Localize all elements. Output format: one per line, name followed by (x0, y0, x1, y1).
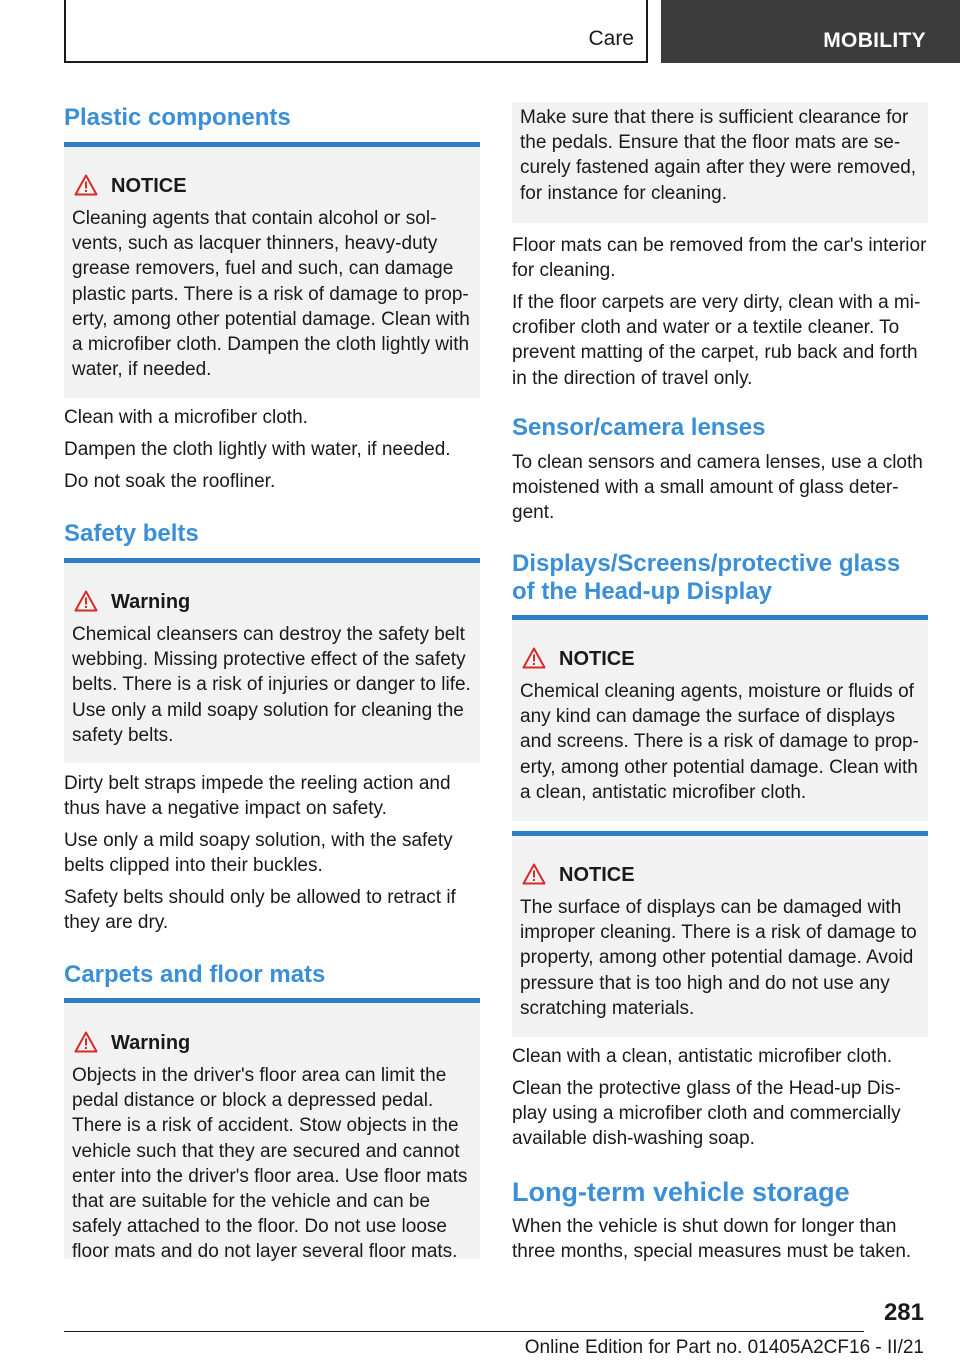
warning-label: Warning (111, 591, 191, 613)
paragraph: Dampen the cloth lightly with water, if needed. (64, 439, 451, 460)
paragraph: Use only a mild soapy solution, with the safety belts clipped into their buckles. (64, 830, 453, 877)
notice-box-plastic (64, 142, 480, 398)
warning-box-safety-belts (64, 558, 480, 763)
paragraph: Dirty belt straps impede the reeling action and thus have a negative impact on safety. (64, 773, 451, 820)
warning-text: Chemical cleansers can destroy the safety belt webbing. Missing protective effect of the safety belts. There is a risk of injuries or danger to life. Use only a mild soapy solution for cleaning the safety belts. (72, 624, 471, 746)
header-section-box (64, 0, 648, 63)
warning-triangle-icon (522, 863, 546, 885)
paragraph: Floor mats can be removed from the car's interior for cleaning. (512, 235, 927, 282)
heading-displays-screens: Displays/Screens/protective glass of the Head-up Display (512, 550, 901, 605)
warning-box-carpets-continued (512, 102, 928, 223)
paragraph: To clean sensors and camera lenses, use a cloth moistened with a small amount of glass detergent. (512, 452, 923, 524)
notice-text: The surface of displays can be damaged with improper cleaning. There is a risk of damage to property, among other potential damage. Avoid pressure that is too high and do not use any scratching materials. (520, 897, 917, 1019)
notice-text: Chemical cleaning agents, moisture or fluids of any kind can damage the surface of displays and screens. There is a risk of damage to property, among other potential damage. Clean with a clean, antistatic microfiber cloth. (520, 681, 919, 803)
notice-text: Cleaning agents that contain alcohol or solvents, such as lacquer thinners, heavy-duty grease removers, fuel and such, can damage plastic parts. There is a risk of damage to property, among other potential damage. Clean with a microfiber cloth. Dampen the cloth lightly with water, if needed. (72, 208, 470, 381)
header-chapter-title: MOBILITY (823, 29, 926, 52)
notice-box-displays-1 (512, 615, 928, 821)
notice-label: NOTICE (559, 648, 635, 670)
paragraph: Safety belts should only be allowed to retract if they are dry. (64, 887, 456, 934)
paragraph: Do not soak the roofliner. (64, 471, 276, 492)
warning-triangle-icon (74, 1031, 98, 1053)
heading-plastic-components: Plastic components (64, 104, 291, 131)
heading-carpets-floor-mats: Carpets and floor mats (64, 961, 326, 988)
footer-divider (64, 1331, 864, 1332)
heading-long-term-storage: Long-term vehicle storage (512, 1177, 850, 1207)
header-chapter-tab (661, 0, 960, 63)
paragraph: Clean the protective glass of the Head-up Display using a microfiber cloth and commercially available dish-washing soap. (512, 1078, 901, 1150)
warning-box-carpets (64, 998, 480, 1263)
heading-sensor-camera-lenses: Sensor/camera lenses (512, 414, 766, 441)
footer-edition: Online Edition for Part no. 01405A2CF16 - II/21 (524, 1337, 924, 1358)
page-number: 281 (883, 1299, 924, 1326)
warning-text: Objects in the driver's floor area can limit the pedal distance or block a depressed pedal. There is a risk of accident. Stow objects in the vehicle such that they are secured and cannot enter into the driver's floor area. Use floor mats that are suitable for the vehicle and can be safely attached to the floor. Do not use loose floor mats and do not layer several floor mats. (72, 1065, 468, 1263)
header-section-title: Care (588, 27, 634, 50)
notice-label: NOTICE (559, 864, 635, 886)
warning-text: Make sure that there is sufficient clearance for the pedals. Ensure that the floor mats are securely fastened again after they were removed, for instance for cleaning. (520, 107, 917, 204)
warning-triangle-icon (74, 590, 98, 612)
paragraph: Clean with a clean, antistatic microfiber cloth. (512, 1046, 893, 1067)
warning-triangle-icon (522, 647, 546, 669)
warning-triangle-icon (74, 174, 98, 196)
paragraph: When the vehicle is shut down for longer than three months, special measures must be taken. (512, 1216, 912, 1263)
paragraph: If the floor carpets are very dirty, clean with a microfiber cloth and water or a textile cleaner. To prevent matting of the carpet, rub back and forth in the direction of travel only. (512, 292, 921, 389)
heading-safety-belts: Safety belts (64, 520, 199, 547)
notice-box-displays-2 (512, 831, 928, 1037)
warning-label: Warning (111, 1032, 191, 1054)
notice-label: NOTICE (111, 175, 187, 197)
paragraph: Clean with a microfiber cloth. (64, 407, 308, 428)
